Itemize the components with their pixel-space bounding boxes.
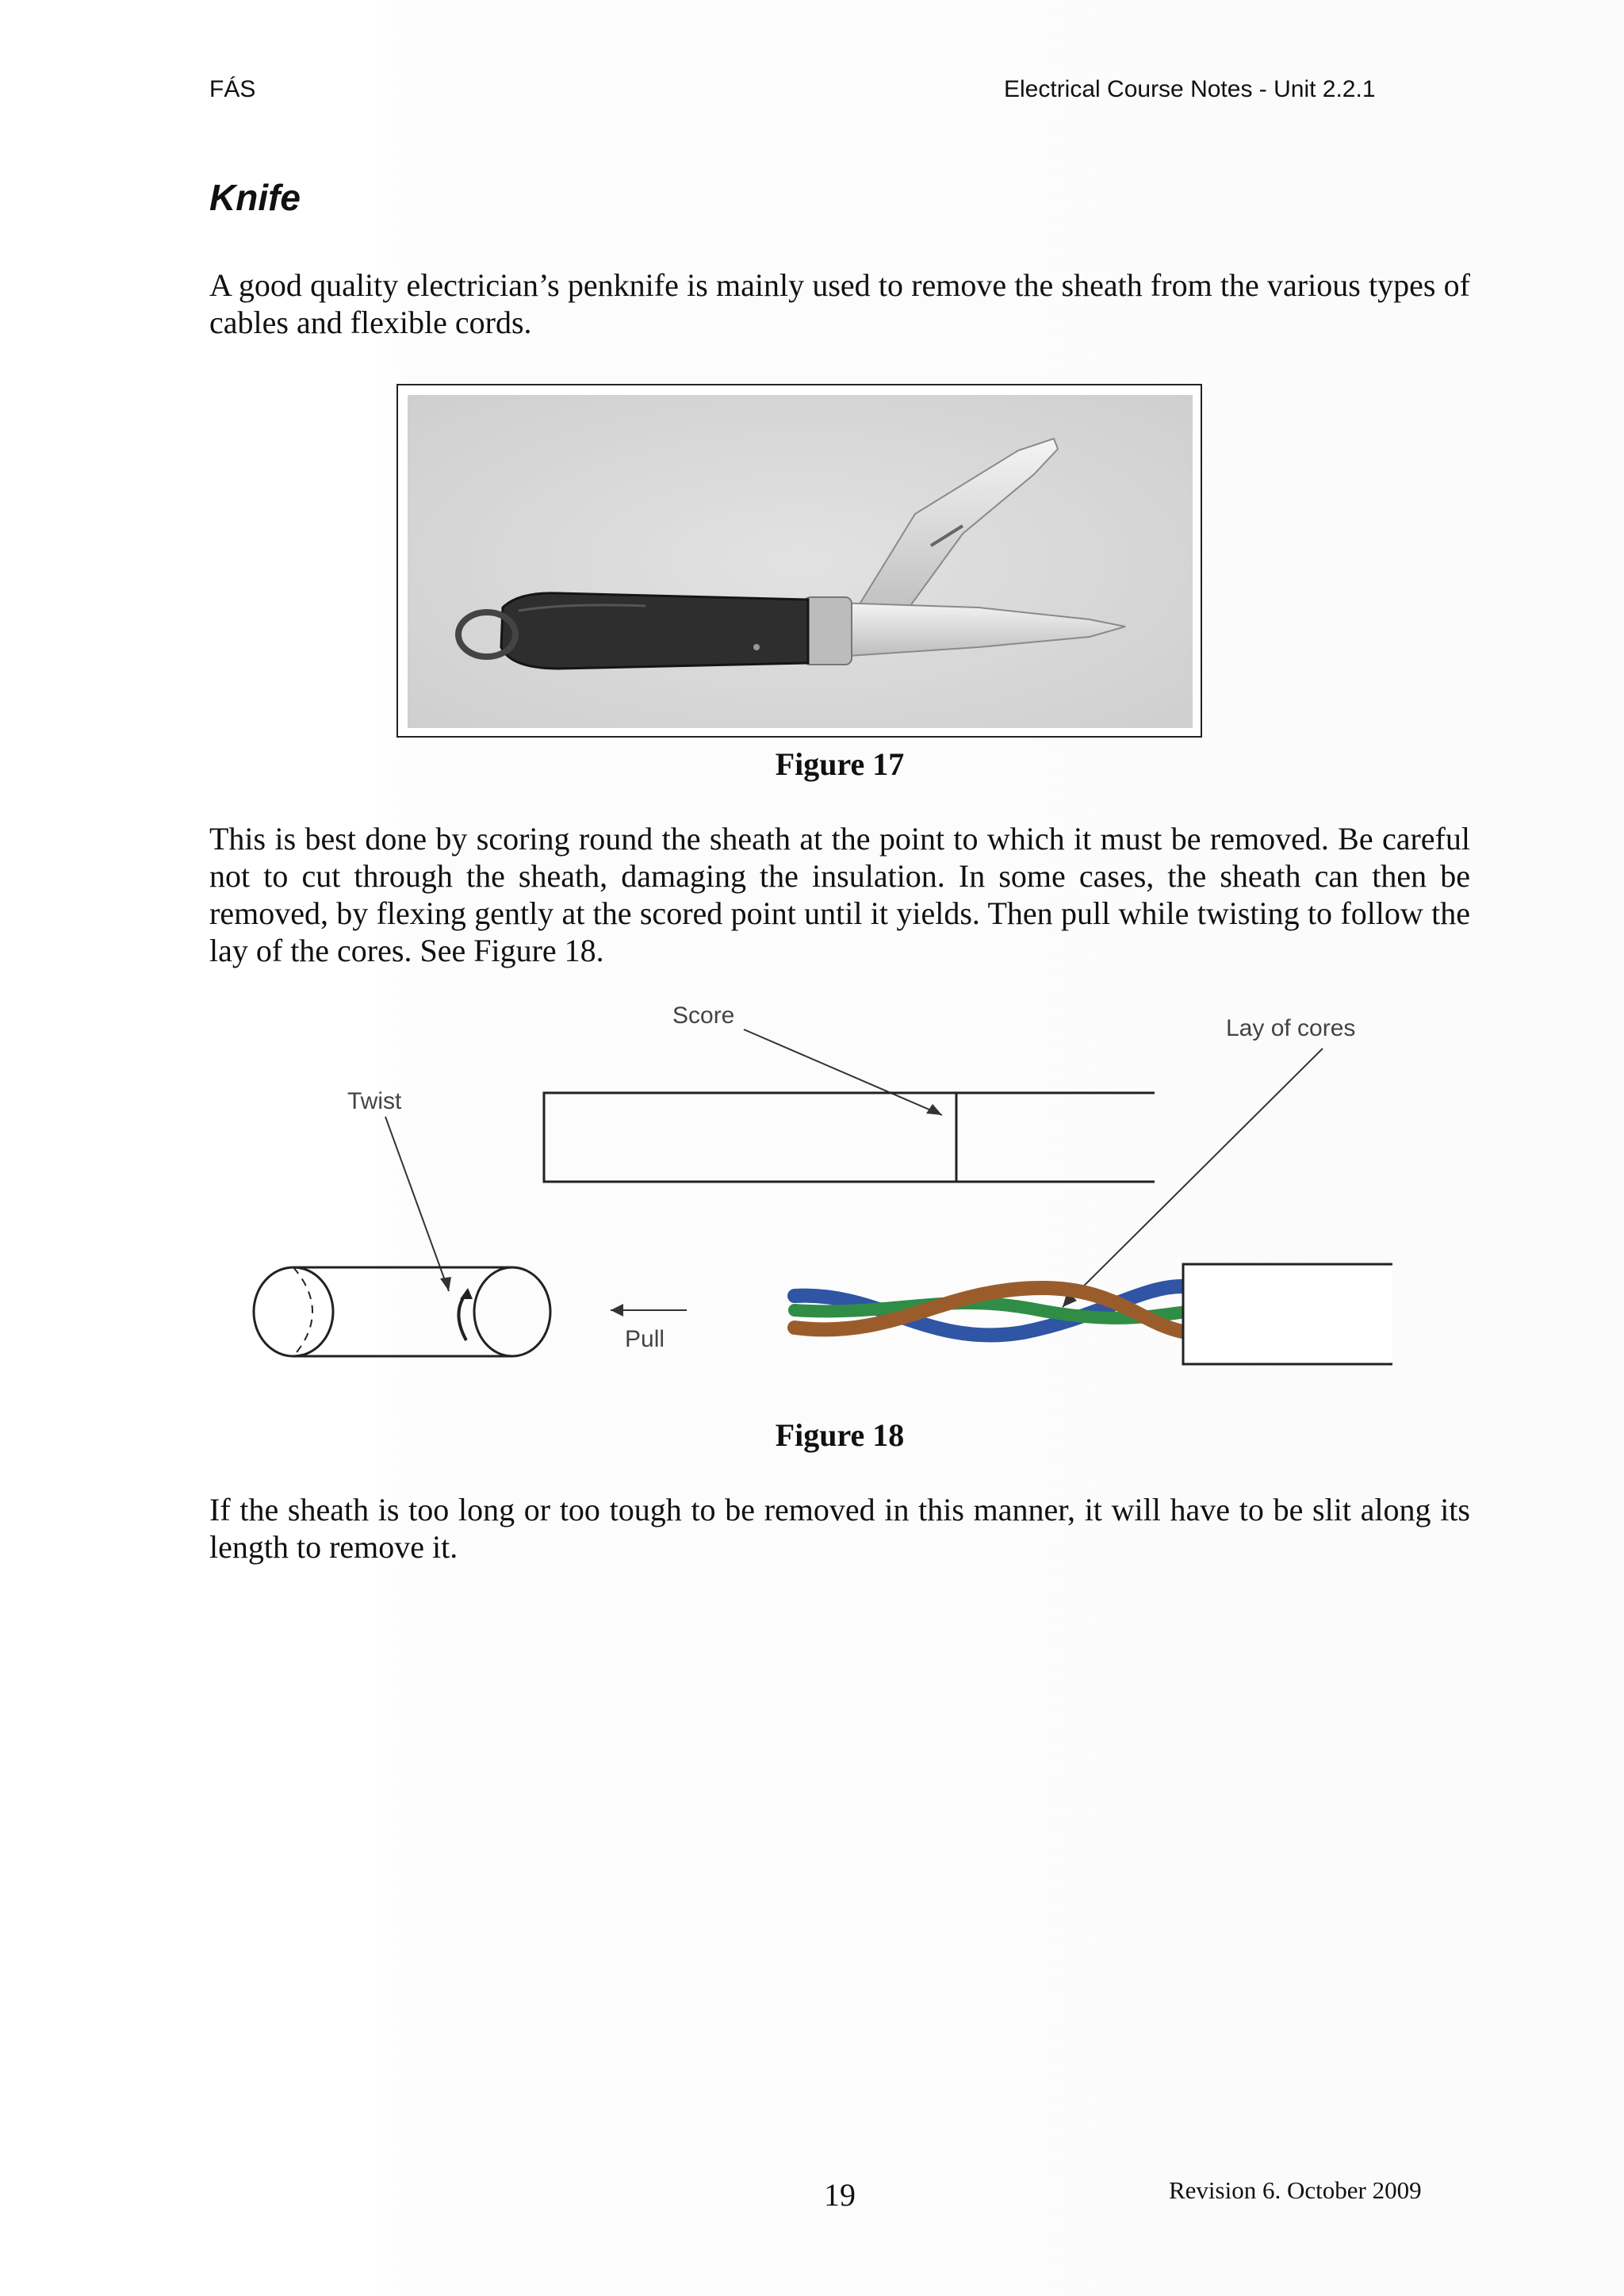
penknife-illustration [408,395,1193,728]
page-number: 19 [824,2177,856,2213]
closing-paragraph: If the sheath is too long or too tough to be removed in this manner, it will have to be slit along its length to remove it. [209,1492,1470,1565]
revision-note: Revision 6. October 2009 [1169,2176,1422,2204]
label-score: Score [672,1002,735,1029]
twist-arrow [385,1117,449,1291]
section-title: Knife [209,177,301,218]
header-organisation: FÁS [209,76,256,102]
label-twist: Twist [347,1088,402,1114]
figure-17-caption: Figure 17 [775,746,905,782]
header-course-title: Electrical Course Notes - Unit 2.2.1 [1004,76,1376,102]
cable-end-sheath [1183,1264,1392,1364]
removed-sheath-cylinder [254,1267,550,1356]
twisted-cores [795,1286,1186,1336]
label-lay-of-cores: Lay of cores [1226,1015,1356,1041]
figure-18-caption: Figure 18 [775,1417,905,1453]
figure-17-photo [396,384,1202,738]
sheathed-cable [544,1093,1155,1182]
intro-paragraph: A good quality electrician’s penknife is mainly used to remove the sheath from the various types of cables and flexible cords. [209,267,1470,340]
label-pull: Pull [625,1326,665,1352]
score-arrow [744,1029,942,1115]
method-paragraph: This is best done by scoring round the sheath at the point to which it must be removed. Be careful not to cut through the sheath, damaging the insulation. In some cases, the sheath can then be removed, by flexing gently at the scored point until it yields. Then pull while twisting to follow the lay of the cores. See Figure 18. [209,821,1470,968]
figure-18-diagram [230,991,1411,1388]
